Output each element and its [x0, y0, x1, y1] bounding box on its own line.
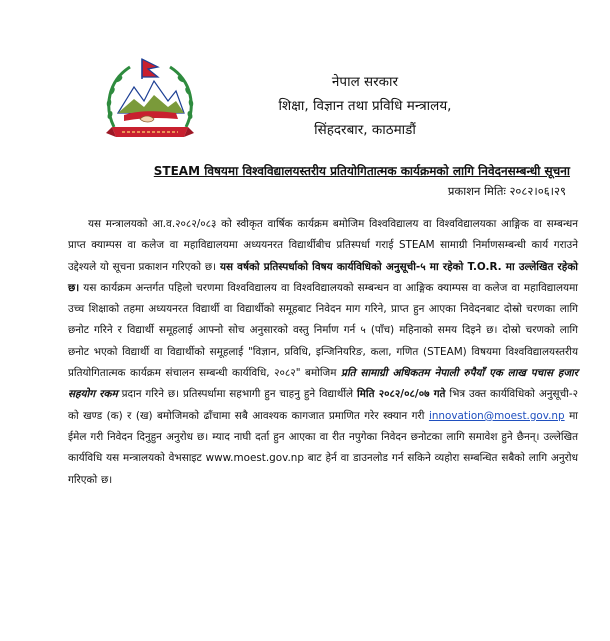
letterhead [250, 70, 480, 142]
body-participation-text: प्रदान गरिने छ। प्रतिस्पर्धामा सहभागी हुन चाहनु हुने विद्यार्थीले [121, 388, 354, 401]
notice-body [68, 214, 578, 491]
body-grant-amount-text: प्रति सामाग्री अधिकतम नेपाली रुपैयाँ एक लाख पचास हजार सहयोग रकम [68, 367, 579, 401]
ministry-address: सिंहदरबार, काठमाडौं [314, 122, 416, 138]
body-deadline-text: मिति २०८२/०८/०७ गते [356, 388, 446, 401]
email-link[interactable]: innovation@moest.gov.np [428, 409, 565, 422]
publication-date: प्रकाशन मितिः २०८२।०६।२९ [447, 184, 566, 198]
notice-title: STEAM विषयमा विश्वविद्यालयस्तरीय प्रतियोगितात्मक कार्यक्रमको लागि निवेदनसम्बन्धी सूचना [153, 164, 570, 178]
body-submission-text: मा ईमेल गरी निवेदन दिनुहुन अनुरोध छ। म्याद नाघी दर्ता हुन आएका वा रीत नपुगेका निवेदन छनोटका लागि समावेश हुने छैनन्। उल्लेखित कार्यविधि यस मन्त्रालयको वेभसाइट [68, 409, 578, 465]
body-intro-text: यस मन्त्रालयको आ.व.२०८२/०८३ को स्वीकृत वार्षिक कार्यक्रम बमोजिम विश्वविद्यालय वा विश्वविद्यालयका आङ्गिक वा सम्बन्धन प्राप्त क्याम्पस वा कलेज वा महाविद्यालयमा अध्ययनरत विद्यार्थीबीच प्रतिस्पर्धा गराई STEAM सामाग्री निर्माणसम्बन्धी कार्य गराउने उद्देश्यले यो सूचना प्रकाशन गरिएको छ। [68, 218, 578, 273]
body-closing-text: बाट हेर्न वा डाउनलोड गर्न सकिने व्यहोरा सम्बन्धित सबैको लागि अनुरोध गरिएको छ। [68, 452, 578, 486]
nepal-government-emblem-icon [100, 55, 200, 147]
body-topic-bold-text: यस वर्षको प्रतिस्पर्धाको विषय कार्यविधिको अनुसूची-५ मा रहेको T.O.R. मा उल्लेखित रहेको छ। [68, 260, 578, 294]
body-documents-text: भित्र उक्त कार्यविधिको अनुसूची-२ को खण्ड (क) र (ख) बमोजिमको ढाँचामा सबै आवश्यक कागजात प्रमाणित गरेर स्क्यान गरी [68, 388, 579, 422]
ministry-name: शिक्षा, विज्ञान तथा प्रविधि मन्त्रालय, [278, 98, 452, 114]
government-name: नेपाल सरकार [331, 74, 399, 90]
website-text: www.moest.gov.np [205, 452, 304, 465]
body-program-text: यस कार्यक्रम अन्तर्गत पहिलो चरणमा विश्वविद्यालय वा विश्वविद्यालयको सम्बन्धन वा आङ्गिक क्याम्पस वा कलेज वा महाविद्यालयमा उच्च शिक्षाको तहमा अध्ययनरत विद्यार्थी वा विद्यार्थीको समूहबाट निवेदन माग गरिने, प्राप्त हुन आएका निवेदनबाट दोस्रो चरणका लागि छनोट गरिने र विद्यार्थी समूहलाई आफ्नो सोच अनुसारको वस्तु निर्माण गर्न ५ (पाँच) महिनाको समय दिइने छ। दोस्रो चरणको लागि छनोट भएको विद्यार्थी वा विद्यार्थीको समूहलाई "विज्ञान, प्रविधि, इन्जिनियरिङ, कला, गणित (STEAM) विषयमा विश्वविद्यालयस्तरीय प्रतियोगितात्मक कार्यक्रम संचालन सम्बन्धी कार्यविधि, २०८२" बमोजिम [68, 281, 578, 380]
